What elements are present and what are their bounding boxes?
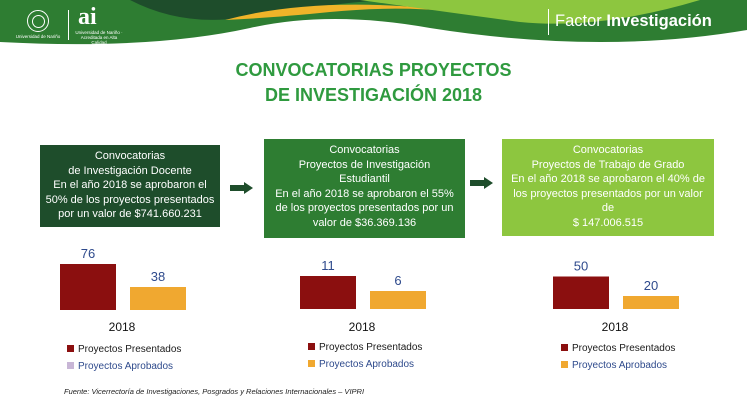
university-name: Universidad de Nariño [15,34,61,39]
legend-label: Proyectos Presentados [319,342,423,353]
info-box-line: valor de $36.369.136 [312,216,417,229]
category-label: 2018 [601,320,629,334]
legend-item [67,344,181,361]
legend-label: Proyectos Presentados [572,343,676,354]
info-box-line: 50% de los proyectos presentados [45,193,215,206]
data-label: 20 [643,278,659,293]
info-box-line: Convocatorias [329,144,400,156]
data-label: 11 [321,258,335,273]
info-box-line: de Investigación Docente [68,164,192,177]
ai-logo-subtitle: Universidad de Nariño · Acreditada en Alta Calidad [75,30,123,45]
data-label: 76 [80,246,96,261]
legend-item [308,359,422,376]
info-box-line: Convocatorias [572,144,644,156]
legend-label: Proyectos Presentados [78,344,182,355]
bar-approved [623,296,679,309]
data-label: 6 [394,273,402,288]
info-box-line: Proyectos de Investigación [298,158,431,171]
page-title-line2: DE INVESTIGACIÓN 2018 [264,85,483,105]
chart-legend [561,343,675,377]
bar-presented [60,264,116,310]
bar-presented [553,277,609,310]
info-box-line: por un valor de $741.660.231 [58,208,202,220]
info-box-line: $ 147.006.515 [572,216,644,229]
legend-swatch [67,362,74,369]
info-box-line: En el año 2018 se aprobaron el 55% [275,187,454,200]
bar-approved [130,287,186,310]
info-box-line: los proyectos presentados por un valor [513,187,703,200]
legend-label: Proyectos Aprobados [78,361,174,372]
bar-approved [370,291,426,309]
section-title-bold: Investigación [606,12,712,30]
info-box-line: Convocatorias [94,150,166,162]
info-box-line: En el año 2018 se aprobaron el 40% de [511,173,705,185]
legend-item [561,360,675,377]
page-title-line1: CONVOCATORIAS PROYECTOS [235,60,512,80]
legend-item [67,361,181,378]
info-box-line: de los proyectos presentados por un [275,202,454,214]
info-box-line: En el año 2018 se aprobaron el [53,179,207,191]
chart-legend [67,344,181,378]
category-label: 2018 [108,320,136,334]
legend-swatch [561,361,568,368]
info-box-line: Proyectos de Trabajo de Grado [531,158,685,171]
section-title-prefix: Factor [555,12,602,30]
ai-logo: ai [78,4,97,30]
bar-presented [300,276,356,309]
legend-swatch [308,343,315,350]
legend-label: Proyectos Aprobados [572,360,668,371]
legend-swatch [308,360,315,367]
legend-label: Proyectos Aprobados [319,359,415,370]
info-box-line: Estudiantil [339,173,390,185]
data-label: 50 [573,258,589,274]
legend-item [561,343,675,360]
data-label: 38 [150,269,166,284]
source-footnote: Fuente: Vicerrectoría de Investigaciones, Posgrados y Relaciones Internacionales – VIPRI [64,387,365,396]
legend-item [308,342,422,359]
legend-swatch [67,345,74,352]
category-label: 2018 [348,320,376,334]
legend-swatch [561,344,568,351]
info-box-line: de [601,202,615,214]
chart-legend [308,342,422,376]
